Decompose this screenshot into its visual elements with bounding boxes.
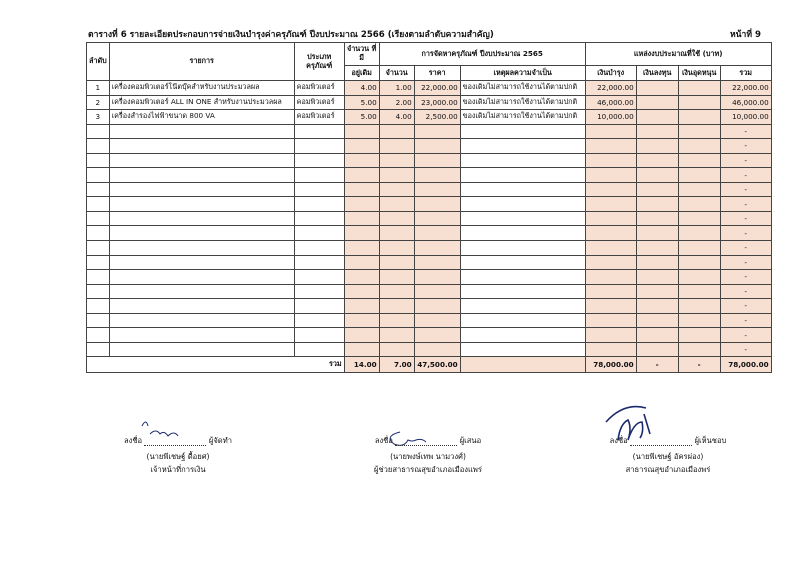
cell-category: คอมพิวเตอร์ [294, 110, 344, 125]
header-category: ประเภท ครุภัณฑ์ [294, 43, 344, 81]
cell-item: เครื่องคอมพิวเตอร์ ALL IN ONE สำหรับงานประมวลผล [109, 95, 294, 110]
cell-item [109, 313, 294, 328]
signer-position: สาธารณสุขอำเภอเมืองพร่ [625, 464, 711, 474]
cell-investment [636, 255, 678, 270]
cell-no [87, 182, 110, 197]
cell-reason [460, 313, 585, 328]
empty-row [87, 255, 772, 270]
cell-qty [379, 211, 414, 226]
cell-existing [344, 328, 379, 343]
cell-total: 10,000.00 [720, 110, 771, 125]
cell-total: - [720, 124, 771, 139]
cell-no [87, 226, 110, 241]
cell-category: คอมพิวเตอร์ [294, 81, 344, 96]
sign-prefix: ลงชื่อ [609, 436, 628, 446]
signature-block-preparer [88, 436, 268, 475]
cell-investment [636, 211, 678, 226]
cell-item [109, 124, 294, 139]
cell-item [109, 139, 294, 154]
header-reason: เหตุผลความจำเป็น [460, 66, 585, 81]
cell-existing [344, 124, 379, 139]
cell-no [87, 313, 110, 328]
cell-no [87, 197, 110, 212]
cell-price [414, 139, 460, 154]
cell-total: - [720, 313, 771, 328]
cell-price [414, 153, 460, 168]
cell-no [87, 139, 110, 154]
empty-row [87, 197, 772, 212]
empty-row [87, 168, 772, 183]
cell-subsidy [678, 299, 720, 314]
cell-maintenance [585, 124, 636, 139]
cell-existing [344, 284, 379, 299]
cell-price [414, 124, 460, 139]
cell-item [109, 168, 294, 183]
cell-price [414, 342, 460, 357]
cell-investment [636, 182, 678, 197]
cell-maintenance [585, 284, 636, 299]
empty-row [87, 211, 772, 226]
cell-investment [636, 299, 678, 314]
cell-existing [344, 168, 379, 183]
cell-total: - [720, 241, 771, 256]
cell-reason [460, 299, 585, 314]
empty-row [87, 313, 772, 328]
totals-qty: 7.00 [379, 357, 414, 373]
cell-investment [636, 342, 678, 357]
cell-total: - [720, 211, 771, 226]
totals-investment: - [636, 357, 678, 373]
cell-total: - [720, 168, 771, 183]
cell-existing [344, 226, 379, 241]
empty-row [87, 226, 772, 241]
cell-qty [379, 284, 414, 299]
cell-maintenance [585, 211, 636, 226]
cell-category [294, 197, 344, 212]
cell-investment [636, 110, 678, 125]
cell-qty [379, 153, 414, 168]
cell-existing [344, 313, 379, 328]
cell-reason: ของเดิมไม่สามารถใช้งานได้ตามปกติ [460, 110, 585, 125]
cell-reason [460, 241, 585, 256]
cell-no [87, 284, 110, 299]
cell-maintenance [585, 270, 636, 285]
cell-item: เครื่องสำรองไฟฟ้าขนาด 800 VA [109, 110, 294, 125]
cell-investment [636, 124, 678, 139]
cell-qty [379, 328, 414, 343]
empty-row [87, 139, 772, 154]
cell-subsidy [678, 139, 720, 154]
cell-qty [379, 168, 414, 183]
cell-price [414, 211, 460, 226]
cell-total: - [720, 328, 771, 343]
cell-existing [344, 241, 379, 256]
cell-qty [379, 270, 414, 285]
totals-row [87, 357, 772, 373]
cell-subsidy [678, 95, 720, 110]
table-title: ตารางที่ 6 รายละเอียดประกอบการจ่ายเงินบำรุงค่าครุภัณฑ์ ปีงบประมาณ 2566 (เรียงตามลำดับความสำคัญ) [88, 30, 494, 40]
signature-block-proposer [338, 436, 518, 475]
cell-item [109, 299, 294, 314]
sign-role: ผู้จัดทำ [208, 436, 233, 446]
cell-subsidy [678, 342, 720, 357]
cell-reason [460, 342, 585, 357]
cell-item [109, 328, 294, 343]
cell-no [87, 153, 110, 168]
cell-category: คอมพิวเตอร์ [294, 95, 344, 110]
cell-subsidy [678, 284, 720, 299]
cell-category [294, 284, 344, 299]
cell-category [294, 139, 344, 154]
cell-investment [636, 226, 678, 241]
cell-investment [636, 270, 678, 285]
cell-investment [636, 313, 678, 328]
cell-qty [379, 139, 414, 154]
cell-investment [636, 95, 678, 110]
cell-investment [636, 153, 678, 168]
cell-price [414, 299, 460, 314]
cell-subsidy [678, 197, 720, 212]
empty-row [87, 284, 772, 299]
cell-qty [379, 241, 414, 256]
cell-qty: 4.00 [379, 110, 414, 125]
cell-item [109, 255, 294, 270]
header-qty: จำนวน [379, 66, 414, 81]
totals-total: 78,000.00 [720, 357, 771, 373]
cell-price: 23,000.00 [414, 95, 460, 110]
cell-item [109, 153, 294, 168]
empty-row [87, 270, 772, 285]
empty-row [87, 124, 772, 139]
cell-reason [460, 255, 585, 270]
cell-item [109, 211, 294, 226]
header-maintenance: เงินบำรุง [585, 66, 636, 81]
table-row [87, 110, 772, 125]
cell-no [87, 299, 110, 314]
cell-reason [460, 168, 585, 183]
cell-subsidy [678, 168, 720, 183]
cell-total: - [720, 284, 771, 299]
signature-line [144, 436, 206, 446]
cell-existing [344, 182, 379, 197]
cell-subsidy [678, 153, 720, 168]
cell-reason [460, 139, 585, 154]
cell-maintenance [585, 153, 636, 168]
cell-subsidy [678, 255, 720, 270]
cell-maintenance [585, 241, 636, 256]
cell-no [87, 255, 110, 270]
cell-existing [344, 255, 379, 270]
cell-existing [344, 139, 379, 154]
header-total: รวม [720, 66, 771, 81]
cell-item [109, 197, 294, 212]
empty-row [87, 328, 772, 343]
cell-item [109, 342, 294, 357]
cell-existing [344, 197, 379, 212]
cell-category [294, 182, 344, 197]
cell-total: - [720, 197, 771, 212]
cell-no: 1 [87, 81, 110, 96]
cell-total: 46,000.00 [720, 95, 771, 110]
cell-maintenance: 46,000.00 [585, 95, 636, 110]
cell-reason [460, 226, 585, 241]
cell-maintenance [585, 313, 636, 328]
cell-existing: 4.00 [344, 81, 379, 96]
cell-total: - [720, 226, 771, 241]
cell-price [414, 182, 460, 197]
cell-existing [344, 153, 379, 168]
cell-reason: ของเดิมไม่สามารถใช้งานได้ตามปกติ [460, 81, 585, 96]
cell-maintenance [585, 139, 636, 154]
cell-no: 2 [87, 95, 110, 110]
signer-position: ผู้ช่วยสาธารณสุขอำเภอเมืองแพร่ [374, 464, 482, 474]
cell-existing [344, 270, 379, 285]
cell-category [294, 299, 344, 314]
header-procurement-group: การจัดหาครุภัณฑ์ ปีงบประมาณ 2565 [379, 43, 585, 66]
cell-item [109, 182, 294, 197]
totals-reason [460, 357, 585, 373]
cell-price: 2,500.00 [414, 110, 460, 125]
cell-qty: 2.00 [379, 95, 414, 110]
cell-existing [344, 299, 379, 314]
cell-category [294, 211, 344, 226]
cell-category [294, 153, 344, 168]
totals-subsidy: - [678, 357, 720, 373]
table-body [87, 81, 772, 357]
cell-total: - [720, 270, 771, 285]
cell-category [294, 226, 344, 241]
cell-maintenance [585, 299, 636, 314]
cell-reason [460, 328, 585, 343]
cell-maintenance [585, 182, 636, 197]
signer-name: (นายพีเชษฐ์ อัครผ่อง) [632, 452, 704, 461]
signer-position: เจ้าหน้าที่การเงิน [150, 464, 206, 474]
cell-qty [379, 182, 414, 197]
cell-reason [460, 124, 585, 139]
totals-existing: 14.00 [344, 357, 379, 373]
cell-reason [460, 270, 585, 285]
cell-subsidy [678, 124, 720, 139]
cell-maintenance: 10,000.00 [585, 110, 636, 125]
cell-no [87, 168, 110, 183]
cell-subsidy [678, 110, 720, 125]
cell-category [294, 124, 344, 139]
cell-qty [379, 197, 414, 212]
cell-maintenance [585, 328, 636, 343]
cell-existing [344, 342, 379, 357]
signature-line [395, 436, 457, 446]
cell-total: - [720, 299, 771, 314]
cell-investment [636, 241, 678, 256]
cell-maintenance [585, 168, 636, 183]
cell-item [109, 270, 294, 285]
empty-row [87, 342, 772, 357]
cell-price [414, 313, 460, 328]
cell-existing: 5.00 [344, 110, 379, 125]
cell-maintenance [585, 197, 636, 212]
cell-subsidy [678, 241, 720, 256]
cell-total: - [720, 182, 771, 197]
cell-item [109, 226, 294, 241]
cell-category [294, 241, 344, 256]
cell-investment [636, 284, 678, 299]
cell-no [87, 241, 110, 256]
cell-maintenance [585, 255, 636, 270]
cell-item [109, 284, 294, 299]
sign-role: ผู้เสนอ [459, 436, 482, 446]
totals-maintenance: 78,000.00 [585, 357, 636, 373]
header-order: ลำดับ [87, 43, 110, 81]
cell-total: - [720, 153, 771, 168]
cell-maintenance: 22,000.00 [585, 81, 636, 96]
cell-category [294, 313, 344, 328]
empty-row [87, 299, 772, 314]
cell-reason [460, 153, 585, 168]
cell-maintenance [585, 226, 636, 241]
cell-price: 22,000.00 [414, 81, 460, 96]
totals-price: 47,500.00 [414, 357, 460, 373]
cell-no [87, 124, 110, 139]
cell-price [414, 226, 460, 241]
sign-role: ผู้เห็นชอบ [694, 436, 727, 446]
cell-maintenance [585, 342, 636, 357]
sign-prefix: ลงชื่อ [374, 436, 393, 446]
header-subsidy: เงินอุดหนุน [678, 66, 720, 81]
header-existing: อยู่เดิม [344, 66, 379, 81]
cell-qty [379, 299, 414, 314]
cell-item: เครื่องคอมพิวเตอร์โน๊ตบุ๊คสำหรับงานประมวลผล [109, 81, 294, 96]
cell-no: 3 [87, 110, 110, 125]
cell-price [414, 270, 460, 285]
empty-row [87, 241, 772, 256]
cell-investment [636, 197, 678, 212]
cell-qty [379, 255, 414, 270]
cell-total: - [720, 139, 771, 154]
cell-qty [379, 226, 414, 241]
cell-category [294, 255, 344, 270]
header-investment: เงินลงทุน [636, 66, 678, 81]
cell-total: - [720, 342, 771, 357]
cell-subsidy [678, 211, 720, 226]
cell-item [109, 241, 294, 256]
cell-no [87, 270, 110, 285]
cell-no [87, 328, 110, 343]
cell-qty [379, 342, 414, 357]
cell-price [414, 284, 460, 299]
cell-category [294, 168, 344, 183]
cell-reason [460, 211, 585, 226]
page-number: หน้าที่ 9 [729, 30, 761, 40]
cell-subsidy [678, 270, 720, 285]
cell-reason: ของเดิมไม่สามารถใช้งานได้ตามปกติ [460, 95, 585, 110]
cell-subsidy [678, 81, 720, 96]
cell-price [414, 328, 460, 343]
header-budget-group: แหล่งงบประมาณที่ใช้ (บาท) [585, 43, 771, 66]
cell-subsidy [678, 182, 720, 197]
cell-investment [636, 328, 678, 343]
header-existing-qty: จำนวน ที่มี [344, 43, 379, 66]
cell-category [294, 328, 344, 343]
cell-no [87, 211, 110, 226]
cell-reason [460, 182, 585, 197]
cell-subsidy [678, 328, 720, 343]
header-item: รายการ [109, 43, 294, 81]
cell-qty [379, 124, 414, 139]
cell-investment [636, 81, 678, 96]
cell-no [87, 342, 110, 357]
signer-name: (นายพงษ์เทพ นามวงศ์) [390, 452, 466, 461]
cell-category [294, 342, 344, 357]
totals-label: รวม [87, 357, 345, 373]
cell-qty: 1.00 [379, 81, 414, 96]
cell-existing: 5.00 [344, 95, 379, 110]
signature-block-approver [578, 436, 758, 475]
cell-price [414, 168, 460, 183]
empty-row [87, 182, 772, 197]
cell-total: 22,000.00 [720, 81, 771, 96]
signer-name: (นายพีเชษฐ์ ดื้อยศ) [146, 452, 210, 461]
cell-price [414, 255, 460, 270]
header-price: ราคา [414, 66, 460, 81]
cell-reason [460, 197, 585, 212]
cell-investment [636, 168, 678, 183]
table-row [87, 95, 772, 110]
empty-row [87, 153, 772, 168]
cell-price [414, 241, 460, 256]
cell-category [294, 270, 344, 285]
budget-table [86, 42, 772, 373]
table-row [87, 81, 772, 96]
sign-prefix: ลงชื่อ [123, 436, 143, 446]
cell-qty [379, 313, 414, 328]
cell-total: - [720, 255, 771, 270]
cell-investment [636, 139, 678, 154]
cell-reason [460, 284, 585, 299]
cell-subsidy [678, 313, 720, 328]
cell-price [414, 197, 460, 212]
cell-subsidy [678, 226, 720, 241]
cell-existing [344, 211, 379, 226]
signature-line [630, 436, 692, 446]
